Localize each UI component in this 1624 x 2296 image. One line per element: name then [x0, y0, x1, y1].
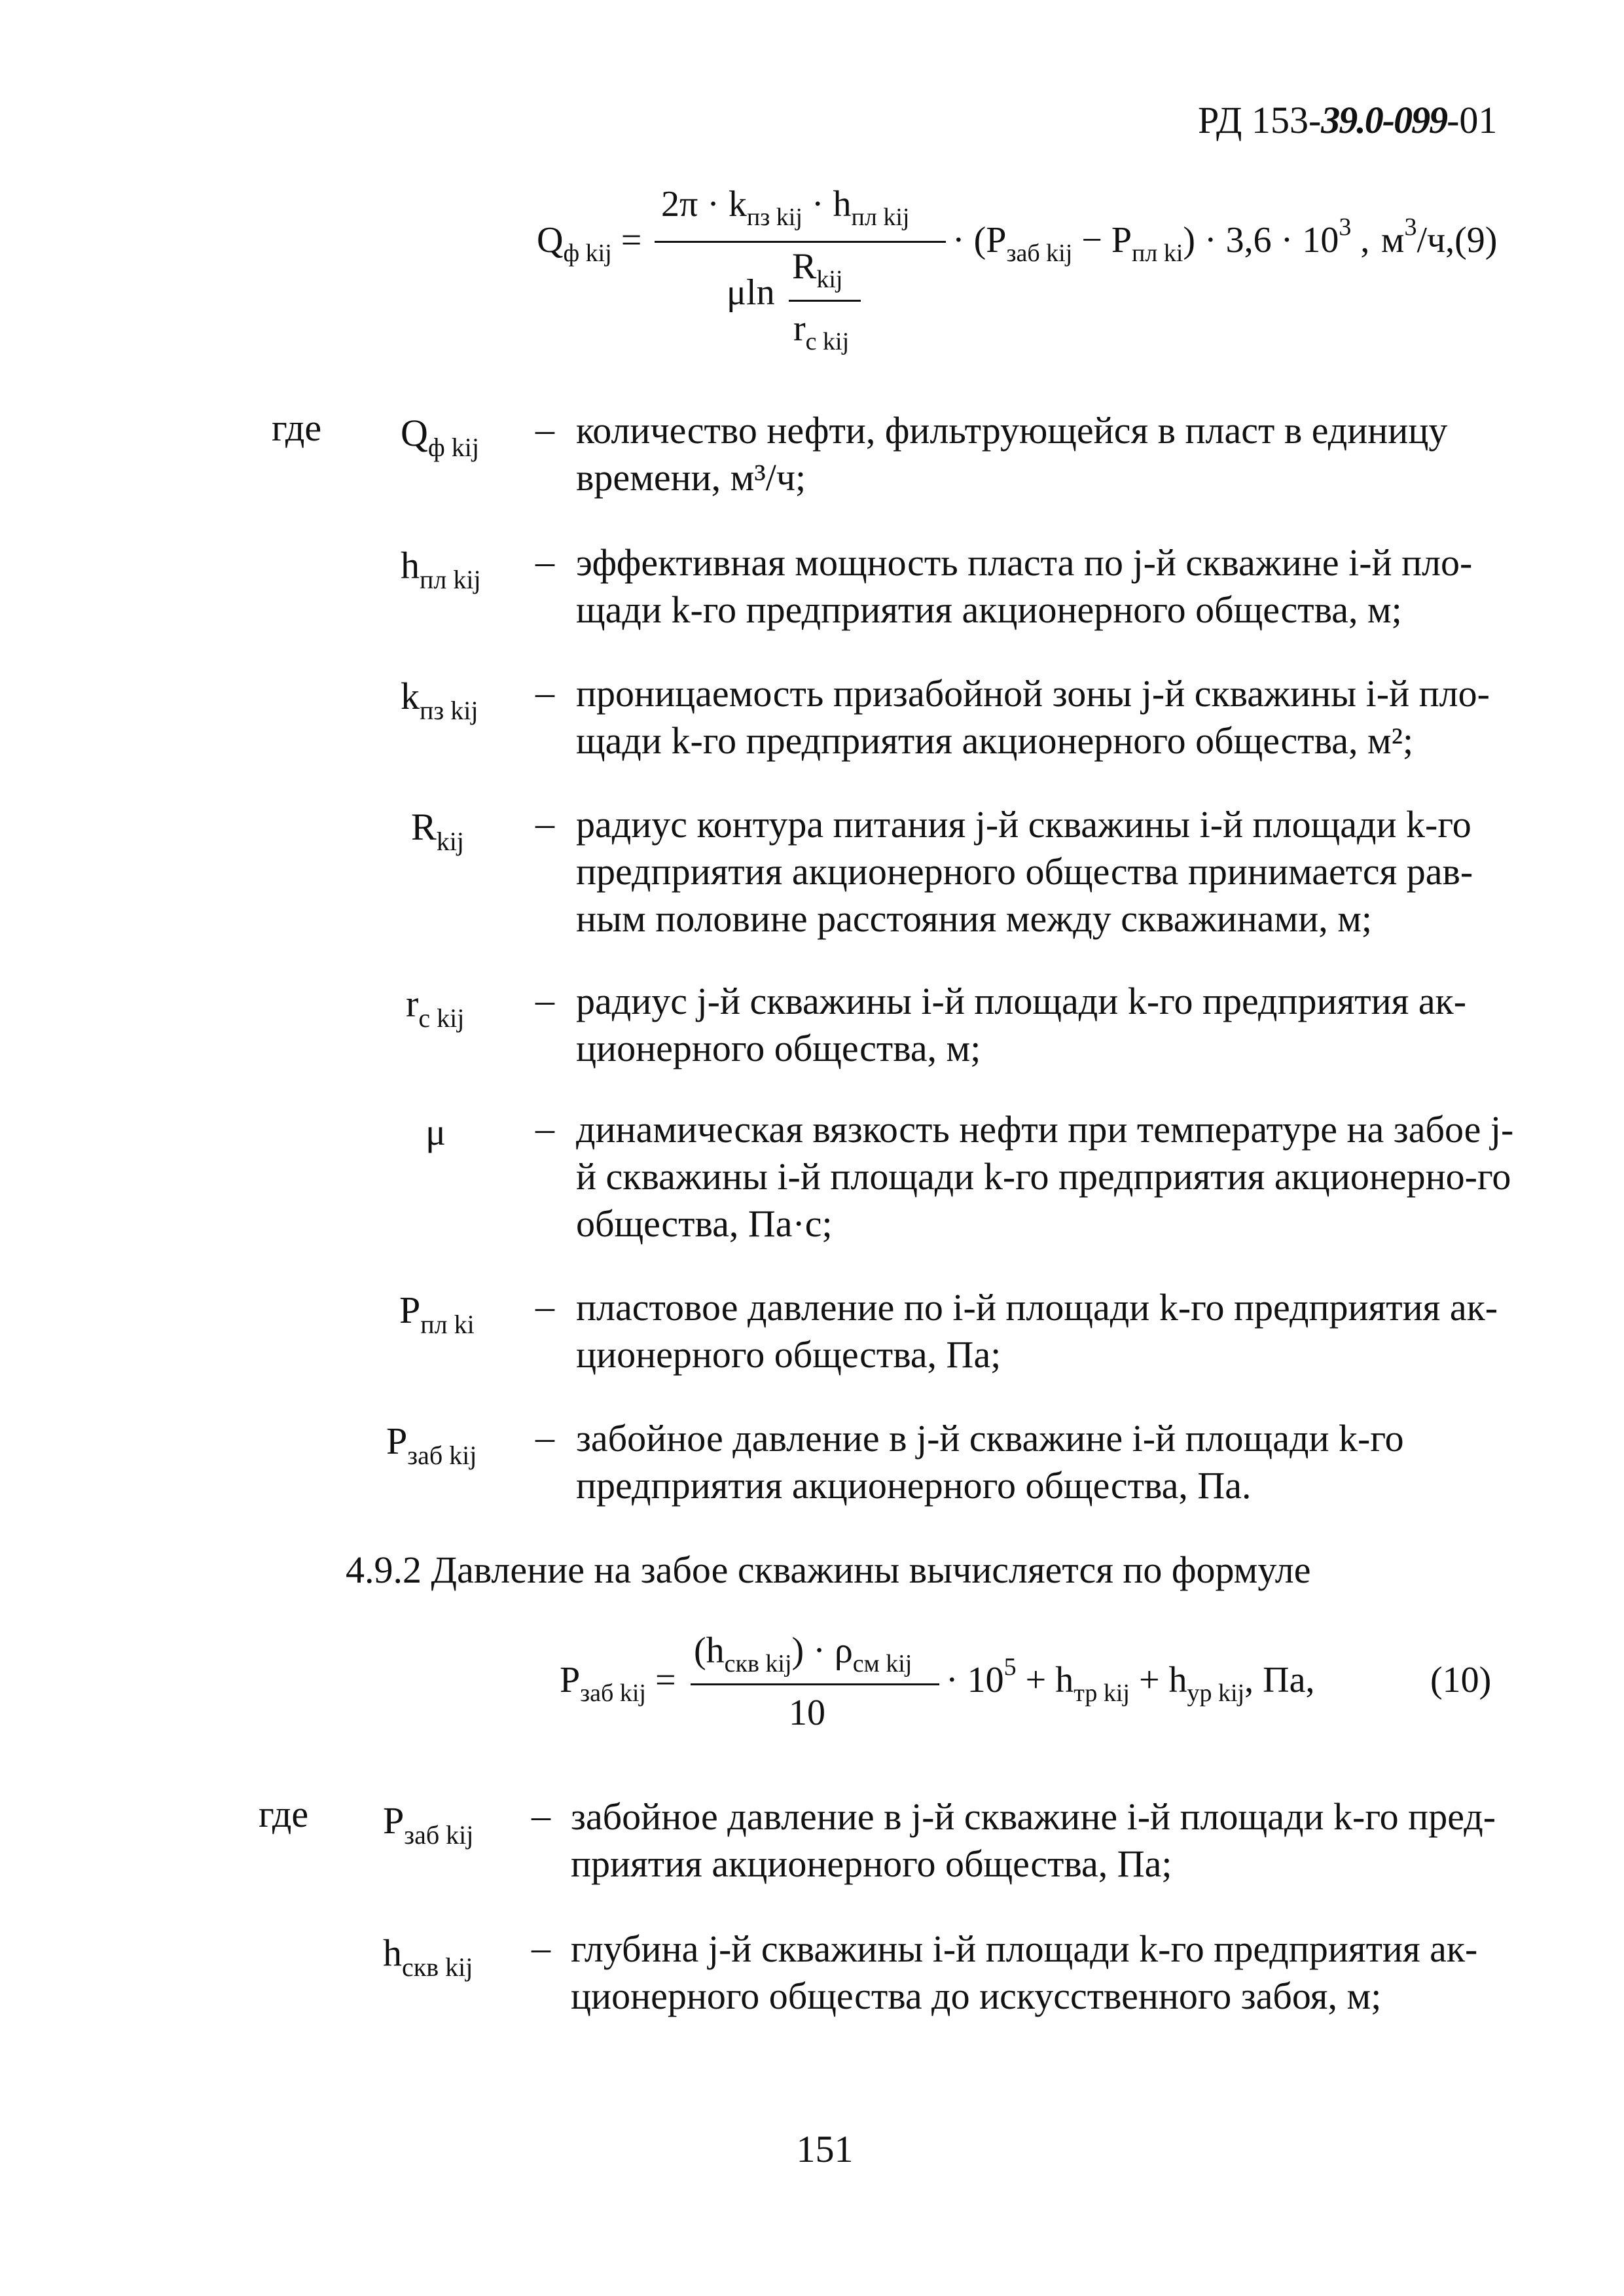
formula9-den-R: $R_{kij}$ [792, 246, 843, 293]
def-dash: – [535, 671, 554, 713]
section-4-9-2-paragraph: 4.9.2 Давление на забое скважины вычисляется по формуле [346, 1549, 1311, 1591]
def-symbol-p-pl: $P_{пл ki}$ [399, 1289, 475, 1339]
def-dash: – [535, 408, 554, 450]
formula9-lhs: $Q_{ф kij}$ = [537, 220, 642, 267]
doc-code-prefix: РД 153- [1198, 99, 1322, 141]
def2-symbol-p-zab: $P_{заб kij}$ [383, 1799, 474, 1850]
formula10-denominator: 10 [789, 1693, 825, 1733]
def-symbol-q: $Q_{ф kij}$ [401, 412, 480, 462]
def-dash: – [535, 1107, 554, 1149]
formula10-numerator: $(h_{скв kij}) \cdot \rho_{см kij}$ [694, 1630, 912, 1677]
def-text-h-pl: эффективная мощность пласта по j-й скважине i-й пло-щади k-го предприятия акционерного общества, м; [576, 541, 1473, 631]
def-symbol-p-zab: $P_{заб kij}$ [386, 1420, 477, 1470]
def2-text-h-skv: глубина j-й скважины i-й площади k-го предприятия ак-ционерного общества до искусственного забоя, м; [571, 1928, 1478, 2017]
doc-code-suffix: -01 [1447, 99, 1498, 141]
def-text-r-kij: радиус контура питания j-й скважины i-й площади k-го предприятия акционерного общества принимается рав-ным половине расстояния между скважинами, м; [576, 803, 1473, 940]
def-dash: – [535, 1285, 554, 1327]
where-label: где [272, 406, 322, 449]
def-text-mu: динамическая вязкость нефти при температуре на забое j-й скважины i-й площади k-го предприятия акционерно-го общества, Па·с; [576, 1108, 1514, 1245]
def-text-p-zab: забойное давление в j-й скважине i-й площади k-го предприятия акционерного общества, Па. [576, 1417, 1404, 1507]
document-code [1198, 98, 1497, 142]
formula10-fraction-line [691, 1683, 939, 1685]
formula9-numerator: $2\pi \cdot k_{пз kij} \cdot h_{пл kij}$ [661, 184, 910, 231]
def-dash: – [532, 1794, 550, 1837]
def2-text-p-zab: забойное давление в j-й скважине i-й площади k-го пред-приятия акционерного общества, Па; [571, 1795, 1496, 1885]
doc-code-handwritten-2: 099 [1394, 99, 1447, 141]
formula9-unit: $м^3/ч,(9)$ [1381, 213, 1498, 260]
def-text-p-pl: пластовое давление по i-й площади k-го предприятия ак-ционерного общества, Па; [576, 1286, 1498, 1376]
def-symbol-r-kij: $R_{kij}$ [411, 806, 464, 856]
formula9-tail: · $(P_{заб kij} - P_{пл ki}) \cdot 3,6 \cdot 10^3$ , [952, 213, 1370, 267]
def-symbol-k-pz: $k_{пз kij}$ [401, 675, 478, 725]
doc-code-handwritten: 39.0- [1321, 99, 1394, 141]
formula9-den-r: $r_{c kij}$ [793, 308, 850, 355]
def-dash: – [532, 1926, 550, 1969]
formula9-denominator: μln [727, 272, 775, 313]
formula9-inner-fraction-line [789, 300, 861, 302]
where-label-2: где [259, 1793, 309, 1835]
def2-symbol-h-skv: $h_{скв kij}$ [383, 1931, 473, 1982]
page-number: 151 [796, 2128, 854, 2170]
def-dash: – [535, 802, 554, 844]
def-symbol-r-c: $r_{c kij}$ [406, 982, 465, 1033]
def-text-q: количество нефти, фильтрующейся в пласт в единицу времени, м³/ч; [576, 409, 1448, 499]
def-dash: – [535, 1416, 554, 1458]
def-dash: – [535, 978, 554, 1021]
formula9-fraction-line [655, 241, 946, 243]
def-text-k-pz: проницаемость призабойной зоны j-й скважины i-й пло-щади k-го предприятия акционерного общества, м²; [576, 672, 1490, 762]
def-symbol-mu: μ [425, 1111, 446, 1153]
formula10-number: (10) [1430, 1660, 1492, 1700]
def-text-r-c: радиус j-й скважины i-й площади k-го предприятия ак-ционерного общества, м; [576, 980, 1467, 1069]
formula10-tail: · $10^5 + h_{тр kij} + h_{ур kij}$, Па, [946, 1653, 1315, 1707]
def-symbol-h-pl: $h_{пл kij}$ [401, 544, 481, 594]
formula10-lhs: $P_{заб kij}$ = [560, 1660, 676, 1707]
def-dash: – [535, 540, 554, 583]
